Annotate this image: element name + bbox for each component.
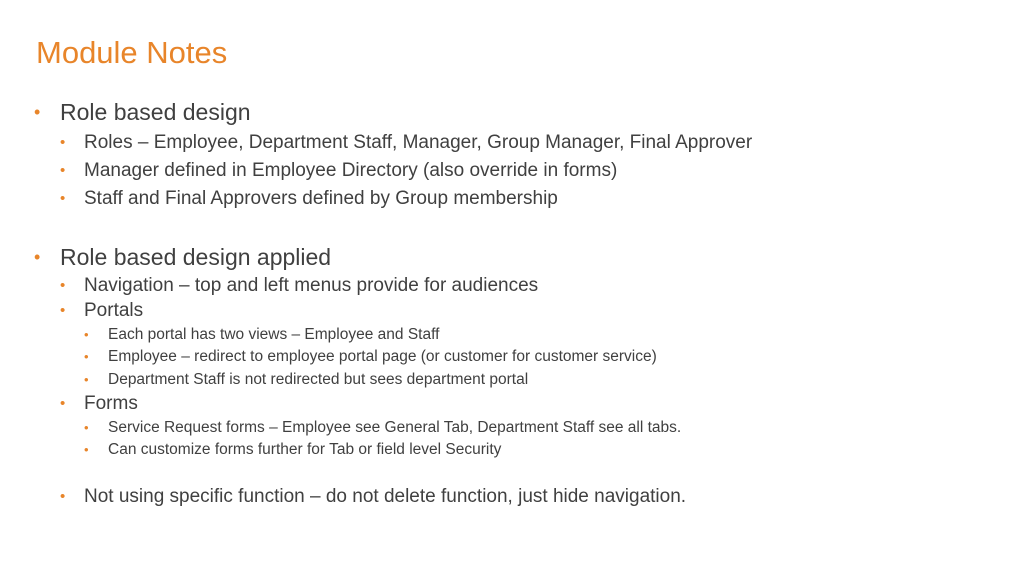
bullet-icon: • (84, 372, 89, 387)
bullet-item-level-2 (60, 275, 539, 298)
bullet-icon: • (60, 488, 66, 505)
bullet-icon: • (84, 349, 89, 364)
bullet-text: Can customize forms further for Tab or field level Security (108, 441, 502, 458)
bullet-text: Department Staff is not redirected but sees department portal (108, 371, 529, 388)
bullet-item-level-2 (60, 132, 753, 155)
bullet-item-level-2 (60, 300, 144, 323)
bullet-item-level-3 (84, 348, 657, 367)
slide-title: Module Notes (36, 35, 228, 70)
bullet-icon: • (60, 302, 66, 319)
bullet-icon: • (60, 162, 66, 179)
bullet-text: Roles – Employee, Department Staff, Manager, Group Manager, Final Approver (84, 132, 753, 153)
bullet-text: Portals (84, 300, 144, 321)
bullet-text: Role based design applied (60, 244, 332, 270)
bullet-text: Role based design (60, 99, 251, 125)
bullet-icon: • (34, 102, 41, 122)
bullet-icon: • (60, 190, 66, 207)
bullet-item-level-3 (84, 441, 502, 460)
bullet-text: Employee – redirect to employee portal page (or customer for customer service) (108, 348, 657, 365)
bullet-icon: • (84, 327, 89, 342)
bullet-text: Forms (84, 393, 138, 414)
bullet-text: Navigation – top and left menus provide for audiences (84, 275, 539, 296)
bullet-item-level-3 (84, 371, 529, 390)
bullet-text: Each portal has two views – Employee and Staff (108, 326, 440, 343)
bullet-text: Service Request forms – Employee see General Tab, Department Staff see all tabs. (108, 419, 682, 436)
bullet-item-level-2 (60, 160, 618, 183)
bullet-icon: • (60, 395, 66, 412)
bullet-text: Not using specific function – do not delete function, just hide navigation. (84, 486, 687, 507)
bullet-icon: • (84, 420, 89, 435)
bullet-item-level-1 (34, 99, 251, 127)
bullet-item-level-2 (60, 486, 687, 509)
bullet-icon: • (60, 277, 66, 294)
bullet-icon: • (60, 134, 66, 151)
bullet-icon: • (84, 442, 89, 457)
bullet-text: Manager defined in Employee Directory (also override in forms) (84, 160, 618, 181)
bullet-item-level-3 (84, 326, 440, 345)
bullet-item-level-1 (34, 244, 332, 272)
bullet-item-level-2 (60, 188, 558, 211)
bullet-icon: • (34, 247, 41, 267)
bullet-text: Staff and Final Approvers defined by Group membership (84, 188, 558, 209)
bullet-item-level-2 (60, 393, 138, 416)
bullet-item-level-3 (84, 419, 682, 438)
